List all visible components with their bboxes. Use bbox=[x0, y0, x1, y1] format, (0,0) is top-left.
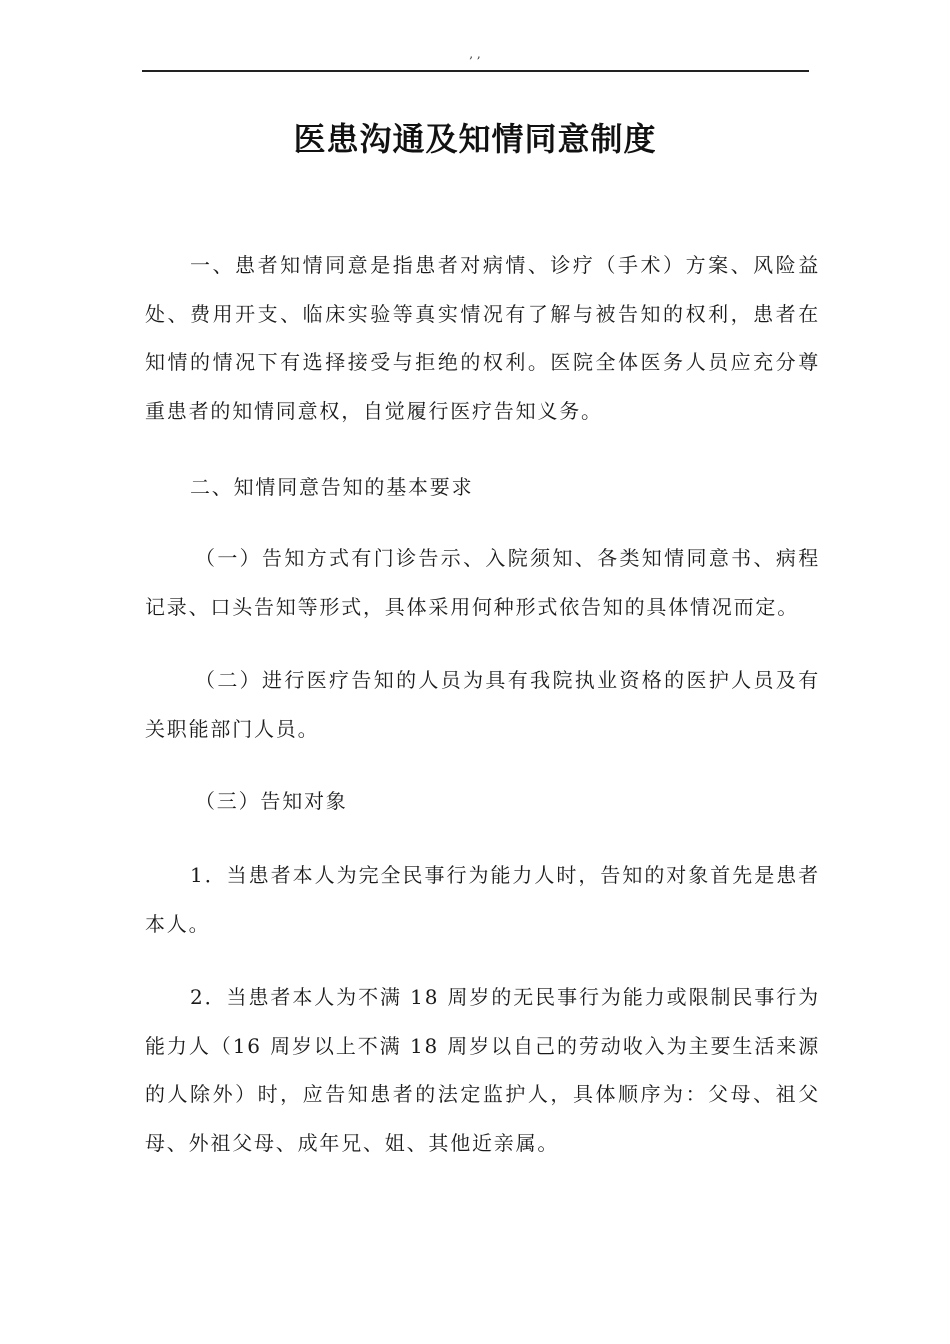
paragraph-2-heading: 二、知情同意告知的基本要求 bbox=[190, 475, 474, 499]
document-title: 医患沟通及知情同意制度 bbox=[293, 120, 657, 159]
paragraph-4: （二）进行医疗告知的人员为具有我院执业资格的医护人员及有关职能部门人员。 bbox=[145, 668, 820, 741]
paragraph-6: 1．当患者本人为完全民事行为能力人时，告知的对象首先是患者本人。 bbox=[145, 863, 820, 936]
header-rule bbox=[142, 70, 809, 72]
paragraph-3: （一）告知方式有门诊告示、入院须知、各类知情同意书、病程记录、口头告知等形式，具体采用何种形式依告知的具体情况而定。 bbox=[145, 546, 820, 619]
paragraph-5-heading: （三）告知对象 bbox=[195, 789, 348, 813]
header-mark: , , bbox=[469, 47, 481, 61]
paragraph-1: 一、患者知情同意是指患者对病情、诊疗（手术）方案、风险益处、费用开支、临床实验等真实情况有了解与被告知的权利，患者在知情的情况下有选择接受与拒绝的权利。医院全体医务人员应充分尊重患者的知情同意权，自觉履行医疗告知义务。 bbox=[145, 253, 820, 423]
paragraph-7: 2．当患者本人为不满 18 周岁的无民事行为能力或限制民事行为能力人（16 周岁以上不满 18 周岁以自己的劳动收入为主要生活来源的人除外）时，应告知患者的法定监护人，具体顺序为：父母、祖父母、外祖父母、成年兄、姐、其他近亲属。 bbox=[145, 985, 820, 1155]
